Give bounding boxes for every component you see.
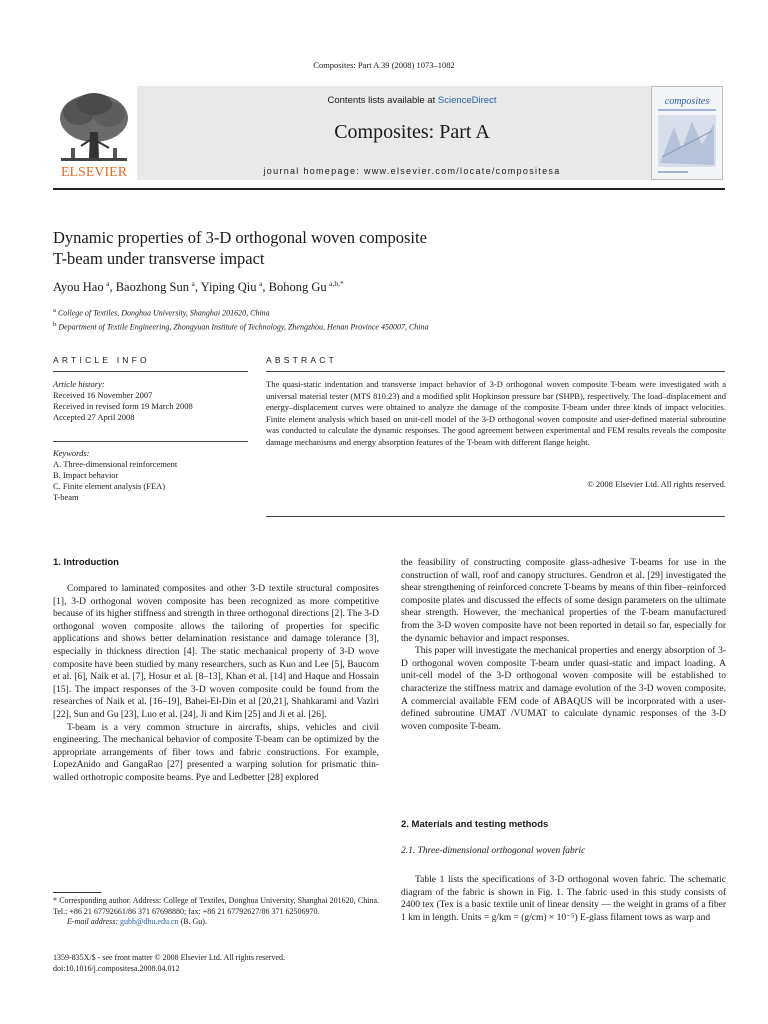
abstract-bottom-rule bbox=[266, 516, 725, 517]
sciencedirect-link[interactable]: ScienceDirect bbox=[437, 95, 497, 106]
keyword-item: T-beam bbox=[53, 492, 79, 502]
intro-paragraph-3: the feasibility of constructing composite glass-adhesive T-beams for use in the construction of wall, roof and canopy structures. Gendron et al. [29] investigated the shear strengthening of reinforced concrete T-beams by means of thin fiber–reinforced composite plates and discussed the effects of some design parameters on the ultimate shear strength. However, the mechanical properties of the T-beam manufactured from the 3-D woven composite have not been reported in detail so far, especially for the dynamic behavior and impact responses. bbox=[401, 558, 726, 644]
author-name: Ayou Hao bbox=[53, 280, 104, 295]
methods-text bbox=[401, 874, 726, 924]
right-column-text bbox=[401, 557, 726, 733]
affiliations bbox=[53, 305, 429, 332]
journal-homepage[interactable]: journal homepage: www.elsevier.com/locate/compositesa bbox=[263, 166, 561, 176]
keywords-label: Keywords: bbox=[53, 448, 90, 458]
abstract-heading: ABSTRACT bbox=[266, 355, 337, 365]
email-link[interactable]: gubh@dhu.edu.cn bbox=[120, 917, 179, 926]
corresponding-author-footnote bbox=[53, 896, 379, 928]
footnote-rule bbox=[53, 892, 101, 893]
issn-line: 1359-835X/$ - see front matter © 2008 Elsevier Ltd. All rights reserved. bbox=[53, 953, 286, 962]
issn-block bbox=[53, 953, 285, 974]
methods-paragraph-1: Table 1 lists the specifications of 3-D orthogonal woven fabric. The schematic diagram of the fabric is shown in Fig. 1. The fabric used in this study consists of 2400 tex (Tex is a basic textile unit of linear density — the weight in grams of a fiber 1 km in length. Units = g/km = (g/cm) × 10⁻⁵) E-glass filament tows as warp and bbox=[401, 875, 726, 923]
article-title bbox=[53, 227, 693, 269]
elsevier-logo bbox=[53, 88, 135, 180]
email-suffix: (B. Gu). bbox=[180, 917, 207, 926]
affiliation-text: College of Textiles, Donghua University, Shanghai 201620, China bbox=[57, 308, 270, 318]
title-line-2: T-beam under transverse impact bbox=[53, 249, 265, 268]
keywords-rule bbox=[53, 441, 248, 442]
author-name: Baozhong Sun bbox=[115, 280, 189, 295]
accepted-date: Accepted 27 April 2008 bbox=[53, 412, 135, 422]
author-name: Bohong Gu bbox=[268, 280, 327, 295]
subsection-heading-fabric: 2.1. Three-dimensional orthogonal woven fabric bbox=[401, 846, 586, 856]
article-info-rule bbox=[53, 371, 248, 372]
masthead-rule bbox=[53, 188, 725, 190]
journal-masthead bbox=[53, 86, 725, 184]
received-date: Received 16 November 2007 bbox=[53, 390, 153, 400]
intro-paragraph-1: Compared to laminated composites and other 3-D textile structural composites [1], 3-D orthogonal woven composite has been recognized as more competitive because of its higher stiffness and strength in three orthogonal directions [2]. The 3-D orthogonal woven composite allows the tailoring of properties for specific applications and shows better delamination resistance and damage tolerance [3], especially in thickness direction [4]. The static mechanical property of 3-D wove composite have been studied by many researchers, such as Kuo and Lee [5], Baucom et al. [6], Naik et al. [7], Hosur et al. [8–13], Khan et al. [14] and Haque and Hossain [15]. The impact responses of the 3-D woven composite could be found from the researches of Naik et al. [16–19], Bahei-El-Din et al [20,21], Shahkarami and Vaziri [22], Sun and Gu [23], Luo et al. [24], Ji and Kim [25] and Ji et al. [26]. bbox=[53, 584, 379, 720]
title-line-1: Dynamic properties of 3-D orthogonal woven composite bbox=[53, 228, 427, 247]
intro-paragraph-2: T-beam is a very common structure in aircrafts, ships, vehicles and civil engineering. The mechanical behavior of composite T-beam can be optimized by the appropriate arrangements of fiber tows and fabric constructions. For example, LopezAnido and GangaRao [27] presented a warping solution for prismatic thin-walled orthotropic composite beams. Pye and Ledbetter [28] explored bbox=[53, 722, 379, 783]
contents-prefix: Contents lists available at bbox=[327, 95, 438, 106]
corresponding-author-text: * Corresponding author. Address: College of Textiles, Donghua University, Shanghai 201620, China. Tel.: +86 21 67792661/86 371 67698880; fax: +86 21 67792627/86 371 62506970. bbox=[53, 896, 379, 916]
email-label: E-mail address: bbox=[67, 917, 119, 926]
abstract-rule bbox=[266, 371, 725, 372]
contents-line bbox=[137, 95, 687, 106]
elsevier-wordmark: ELSEVIER bbox=[60, 165, 128, 180]
keyword-item: C. Finite element analysis (FEA) bbox=[53, 481, 166, 491]
section-heading-methods: 2. Materials and testing methods bbox=[401, 819, 549, 830]
running-head: Composites: Part A 39 (2008) 1073–1082 bbox=[313, 60, 455, 70]
doi-line[interactable]: doi:10.1016/j.compositesa.2008.04.012 bbox=[53, 963, 180, 973]
email-line bbox=[53, 917, 379, 928]
article-history bbox=[53, 379, 253, 423]
journal-cover-image bbox=[651, 86, 723, 180]
abstract-copyright: © 2008 Elsevier Ltd. All rights reserved. bbox=[587, 479, 726, 489]
revised-date: Received in revised form 19 March 2008 bbox=[53, 401, 193, 411]
intro-paragraph-4: This paper will investigate the mechanical properties and energy absorption of 3-D orthogonal woven composite T-beam under quasi-static and impact loading. A unit-cell model of the 3-D orthogonal woven composite will be established to characterize the stiffness matrix and damage evolution of the 3-D woven composite. A commercial available FEM code of ABAQUS will be incorporated with a user-defined subroutine UMAT /VUMAT to calculate dynamic responses of the 3-D woven composite T-beam. bbox=[401, 646, 726, 732]
author-list: Ayou Hao $^a$, Baozhong Sun $^a$, Yiping Qiu $^a$, Bohong Gu $^{a,b,*}$ bbox=[53, 279, 344, 295]
affiliation-item bbox=[53, 319, 429, 333]
affiliation-mark: b bbox=[53, 320, 57, 328]
journal-banner bbox=[137, 86, 687, 180]
author-affil-mark[interactable]: a bbox=[259, 279, 263, 288]
left-column-text bbox=[53, 583, 379, 785]
keyword-item: B. Impact behavior bbox=[53, 470, 119, 480]
author-affil-mark[interactable]: a,b,* bbox=[329, 279, 344, 288]
author-name: Yiping Qiu bbox=[200, 280, 257, 295]
author-affil-mark[interactable]: a bbox=[106, 279, 110, 288]
abstract-text: The quasi-static indentation and transverse impact behavior of 3-D orthogonal woven composite T-beam were investigated with a universal material tester (MTS 810.23) and a modified split Hopkinson pressure bar (SHPB), respectively. The load–displacement and energy–displacement curves were obtained to analyze the damage of the composite T-beam under three kinds of impact velocities. Finite element analysis which based on unit-cell model of the 3-D orthogonal woven composite and user-defined material subroutine was conducted to calculate the dynamic responses. The good agreement between experimental and FEM results reveals the composite damage mechanisms and energy absorption features of the T-beam with different flange height. bbox=[266, 379, 726, 447]
affiliation-text: Department of Textile Engineering, Zhongyuan Institute of Technology, Zhengzhou, Henan Province 450007, China bbox=[58, 322, 429, 332]
article-info-heading: ARTICLE INFO bbox=[53, 355, 150, 365]
journal-name: Composites: Part A bbox=[334, 121, 490, 143]
section-heading-introduction: 1. Introduction bbox=[53, 557, 119, 568]
keyword-item: A. Three-dimensional reinforcement bbox=[53, 459, 178, 469]
affiliation-mark: a bbox=[53, 307, 56, 314]
keywords bbox=[53, 448, 253, 503]
history-label: Article history: bbox=[53, 379, 105, 389]
cover-title: composites bbox=[664, 96, 710, 107]
affiliation-item bbox=[53, 305, 429, 319]
author-affil-mark[interactable]: a bbox=[191, 279, 195, 288]
